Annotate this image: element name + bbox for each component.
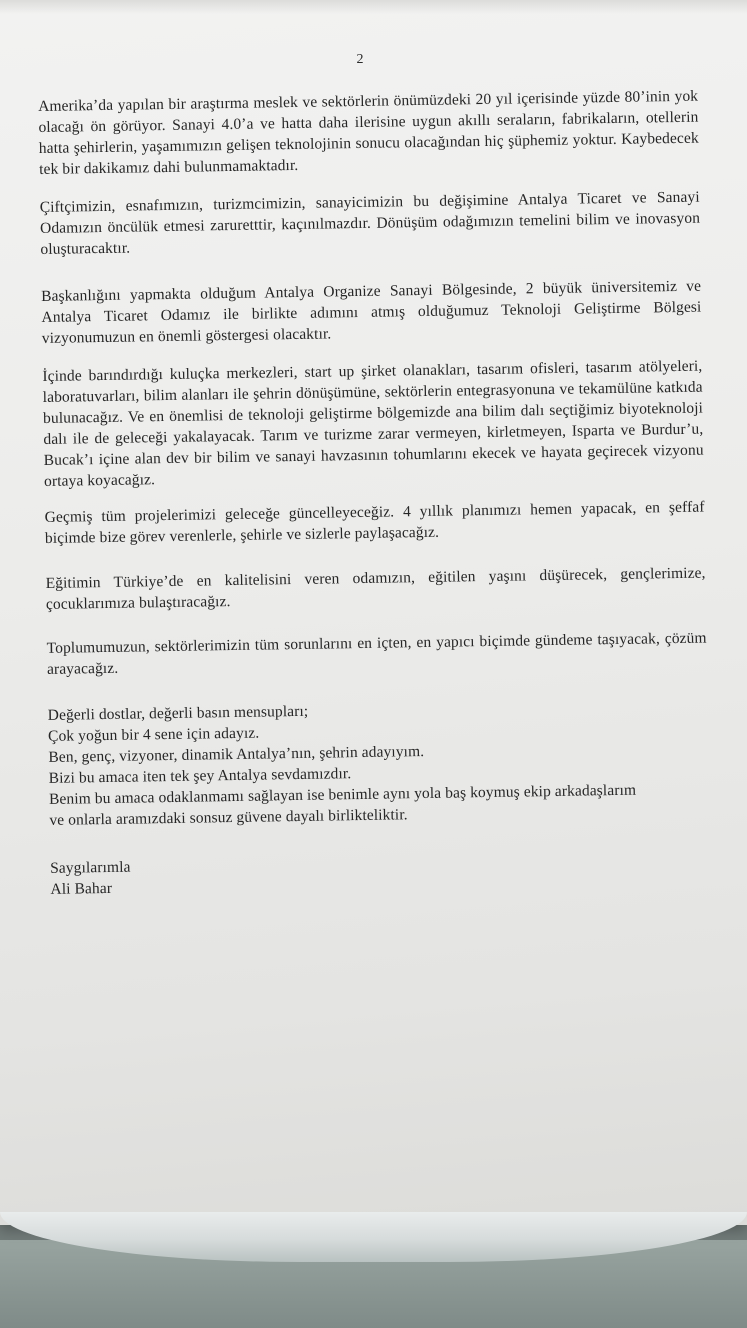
paragraph-3: Başkanlığını yapmakta olduğum Antalya Organize Sanayi Bölgesinde, 2 büyük üniversitemiz ve Antalya Ticaret Odamız ile birlikte adımını atmış olduğumuz Teknoloji Geliştirme Bölgesi vizyonumuzun en önemli göstergesi olacaktır. (41, 277, 702, 347)
closing-line-6: ve onlarla aramızdaki sonsuz güvene dayalı birlikteliktir. (49, 806, 408, 829)
paragraph-5: Geçmiş tüm projelerimizi geleceğe güncelleyeceğiz. 4 yıllık planımızı hemen yapacak, en şeffaf biçimde bize görev verenlerle, şehirle ve sizlerle paylaşacağız. (44, 498, 705, 547)
signature-salutation: Saygılarımla (50, 858, 131, 877)
paragraph-6: Eğitimin Türkiye’de en kalitelisini veren odamızın, eğitilen yaşını düşürecek, gençlerimize, çocuklarımıza bulaştıracağız. (45, 564, 706, 613)
closing-line-3: Ben, genç, vizyoner, dinamik Antalya’nın, şehrin adayıyım. (48, 743, 425, 766)
page-number: 2 (356, 52, 364, 67)
paragraph-1: Amerika’da yapılan bir araştırma meslek ve sektörlerin önümüzdeki 20 yıl içerisinde yüzde 80’inin yok olacağı ön görüyor. Sanayi 4.0’a ve hatta daha ilerisine uygun akıllı seraların, fabrikaların, otellerin hatta şehirlerin, yaşamımızın gelişen teknolojinin sonucu olacağından hiç şüphemiz yoktur. Kaybedecek tek bir dakikamız dahi bulunmamaktadır. (38, 87, 699, 178)
paragraph-7: Toplumumuzun, sektörlerimizin tüm sorunlarını en içten, en yapıcı biçimde gündeme taşıyacak, çözüm arayacağız. (46, 629, 707, 678)
document-body (38, 85, 708, 898)
paragraph-2: Çiftçimizin, esnafımızın, turizmcimizin, sanayicimizin bu değişimine Antalya Ticaret ve Sanayi Odamızın öncülük etmesi zaruretttir, kaçınılmazdır. Dönüşüm odağımızın temelini bilim ve inovasyon oluşturacaktır. (39, 188, 701, 258)
paragraph-4: İçinde barındırdığı kuluçka merkezleri, start up şirket olanakları, tasarım ofisleri, tasarım atölyeleri, laboratuvarları, bilim alanları ile şehrin dönüşümüne, sektörlerin entegrasyonuna ve tekamülüne katkıda bulunacağız. Ve en önemlisi de teknoloji geliştirme bölgemizde ana bilim dalı seçtiğimiz biyoteknoloji dalı ile de geleceği yakalayacak. Tarım ve turizme zarar vermeyen, kirletmeyen, Isparta ve Burdur’u, Bucak’ı içine alan dev bir bilim ve sanayi havzasının tohumlarını ekecek ve hayata geçirecek vizyonu ortaya koyacağız. (42, 357, 704, 490)
closing-line-1: Değerli dostlar, değerli basın mensupları; (47, 702, 309, 724)
closing-line-4: Bizi bu amaca iten tek şey Antalya sevdamızdır. (48, 765, 352, 787)
closing-line-5: Benim bu amaca odaklanmamı sağlayan ise benimle aynı yola baş koymuş ekip arkadaşlarım (48, 781, 637, 808)
closing-line-2: Çok yoğun bir 4 sene için adayız. (47, 724, 260, 745)
signature-name: Ali Bahar (50, 879, 113, 898)
